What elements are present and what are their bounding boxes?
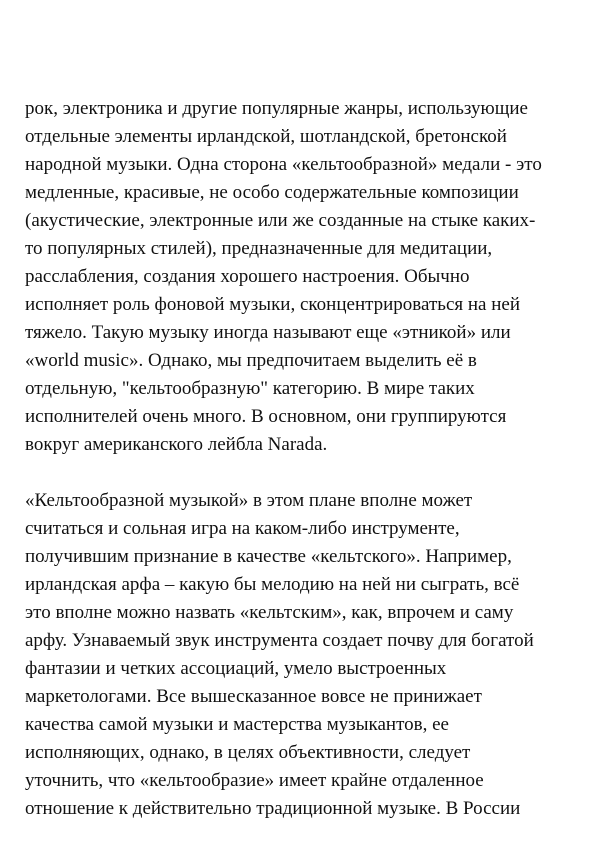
- text-line: народной музыки. Одна сторона «кельтообразной» медали - это: [25, 154, 542, 175]
- text-line: фантазии и четких ассоциаций, умело выстроенных: [25, 658, 447, 679]
- text-line: (акустические, электронные или же созданные на стыке каких-: [25, 210, 536, 231]
- text-line: «Кельтообразной музыкой» в этом плане вполне может: [25, 490, 473, 511]
- text-line: «world music». Однако, мы предпочитаем выделить её в: [25, 350, 477, 371]
- text-line: исполняет роль фоновой музыки, сконцентрироваться на ней: [25, 294, 520, 315]
- text-line: маркетологами. Все вышесказанное вовсе не принижает: [25, 686, 482, 707]
- text-line: вокруг американского лейбла Narada.: [25, 434, 328, 455]
- text-line: то популярных стилей), предназначенные для медитации,: [25, 238, 493, 259]
- text-line: арфу. Узнаваемый звук инструмента создает почву для богатой: [25, 630, 534, 651]
- text-line: ирландская арфа – какую бы мелодию на ней ни сыграть, всё: [25, 574, 520, 595]
- text-line: исполнителей очень много. В основном, они группируются: [25, 406, 507, 427]
- text-line: отдельные элементы ирландской, шотландской, бретонской: [25, 126, 507, 147]
- text-line: тяжело. Такую музыку иногда называют еще «этникой» или: [25, 322, 511, 343]
- text-line: считаться и сольная игра на каком-либо инструменте,: [25, 518, 460, 539]
- text-line: это вполне можно назвать «кельтским», как, впрочем и саму: [25, 602, 514, 623]
- text-line: расслабления, создания хорошего настроения. Обычно: [25, 266, 470, 287]
- text-line: отношение к действительно традиционной музыке. В России: [25, 798, 521, 819]
- text-line: медленные, красивые, не особо содержательные композиции: [25, 182, 519, 203]
- text-line: рок, электроника и другие популярные жанры, использующие: [25, 98, 528, 119]
- text-line: качества самой музыки и мастерства музыкантов, ее: [25, 714, 449, 735]
- text-line: исполняющих, однако, в целях объективности, следует: [25, 742, 471, 763]
- text-line: получившим признание в качестве «кельтского». Например,: [25, 546, 512, 567]
- text-line: отдельную, "кельтообразную" категорию. В мире таких: [25, 378, 475, 399]
- text-line: уточнить, что «кельтообразие» имеет крайне отдаленное: [25, 770, 484, 791]
